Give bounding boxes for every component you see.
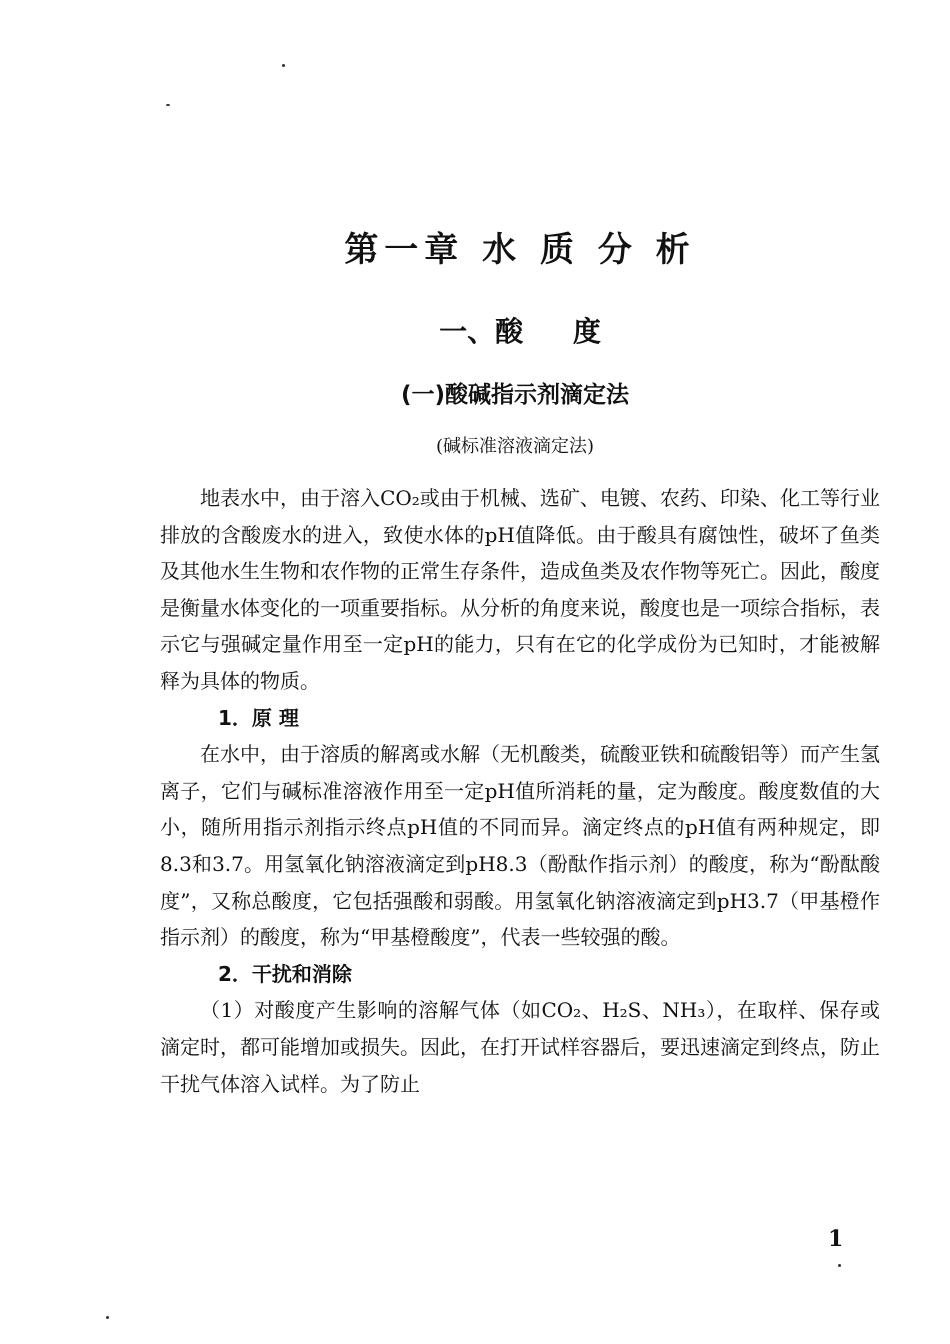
page-number: 1 bbox=[828, 1226, 844, 1252]
chapter-title: 第一章 水 质 分 析 bbox=[344, 230, 696, 270]
main-text bbox=[160, 480, 880, 1102]
method-note: (碱标准溶液滴定法) bbox=[435, 436, 595, 457]
section-title: 一、酸 度 bbox=[439, 315, 601, 348]
interference-paragraph: （1）对酸度产生影响的溶解气体（如CO₂、H₂S、NH₃），在取样、保存或滴定时，都可能增加或损失。因此，在打开试样容器后，要迅速滴定到终点，防止干扰气体溶入试样。为了防止 bbox=[160, 998, 880, 1096]
scan-speck bbox=[838, 1264, 841, 1267]
subsection-title: (一)酸碱指示剂滴定法 bbox=[400, 382, 630, 408]
principle-paragraph: 在水中，由于溶质的解离或水解（无机酸类，硫酸亚铁和硫酸铝等）而产生氢离子，它们与碱标准溶液作用至一定pH值所消耗的量，定为酸度。酸度数值的大小，随所用指示剂指示终点pH值的不同而异。滴定终点的pH值有两种规定，即8.3和3.7。用氢氧化钠溶液滴定到pH8.3（酚酞作指示剂）的酸度，称为“酚酞酸度”，又称总酸度，它包括强酸和弱酸。用氢氧化钠溶液滴定到pH3.7（甲基橙作指示剂）的酸度，称为“甲基橙酸度”，代表一些较强的酸。 bbox=[160, 742, 880, 950]
interference-heading: 2．干扰和消除 bbox=[218, 961, 352, 986]
principle-heading: 1．原 理 bbox=[218, 705, 299, 730]
intro-paragraph: 地表水中，由于溶入CO₂或由于机械、选矿、电镀、农药、印染、化工等行业排放的含酸废水的进入，致使水体的pH值降低。由于酸具有腐蚀性，破坏了鱼类及其他水生生物和农作物的正常生存条件，造成鱼类及农作物等死亡。因此，酸度是衡量水体变化的一项重要指标。从分析的角度来说，酸度也是一项综合指标，表示它与强碱定量作用至一定pH的能力，只有在它的化学成份为已知时，才能被解释为具体的物质。 bbox=[160, 486, 880, 693]
scan-speck bbox=[106, 1316, 109, 1319]
scan-speck bbox=[282, 64, 285, 67]
scan-speck bbox=[166, 104, 170, 106]
